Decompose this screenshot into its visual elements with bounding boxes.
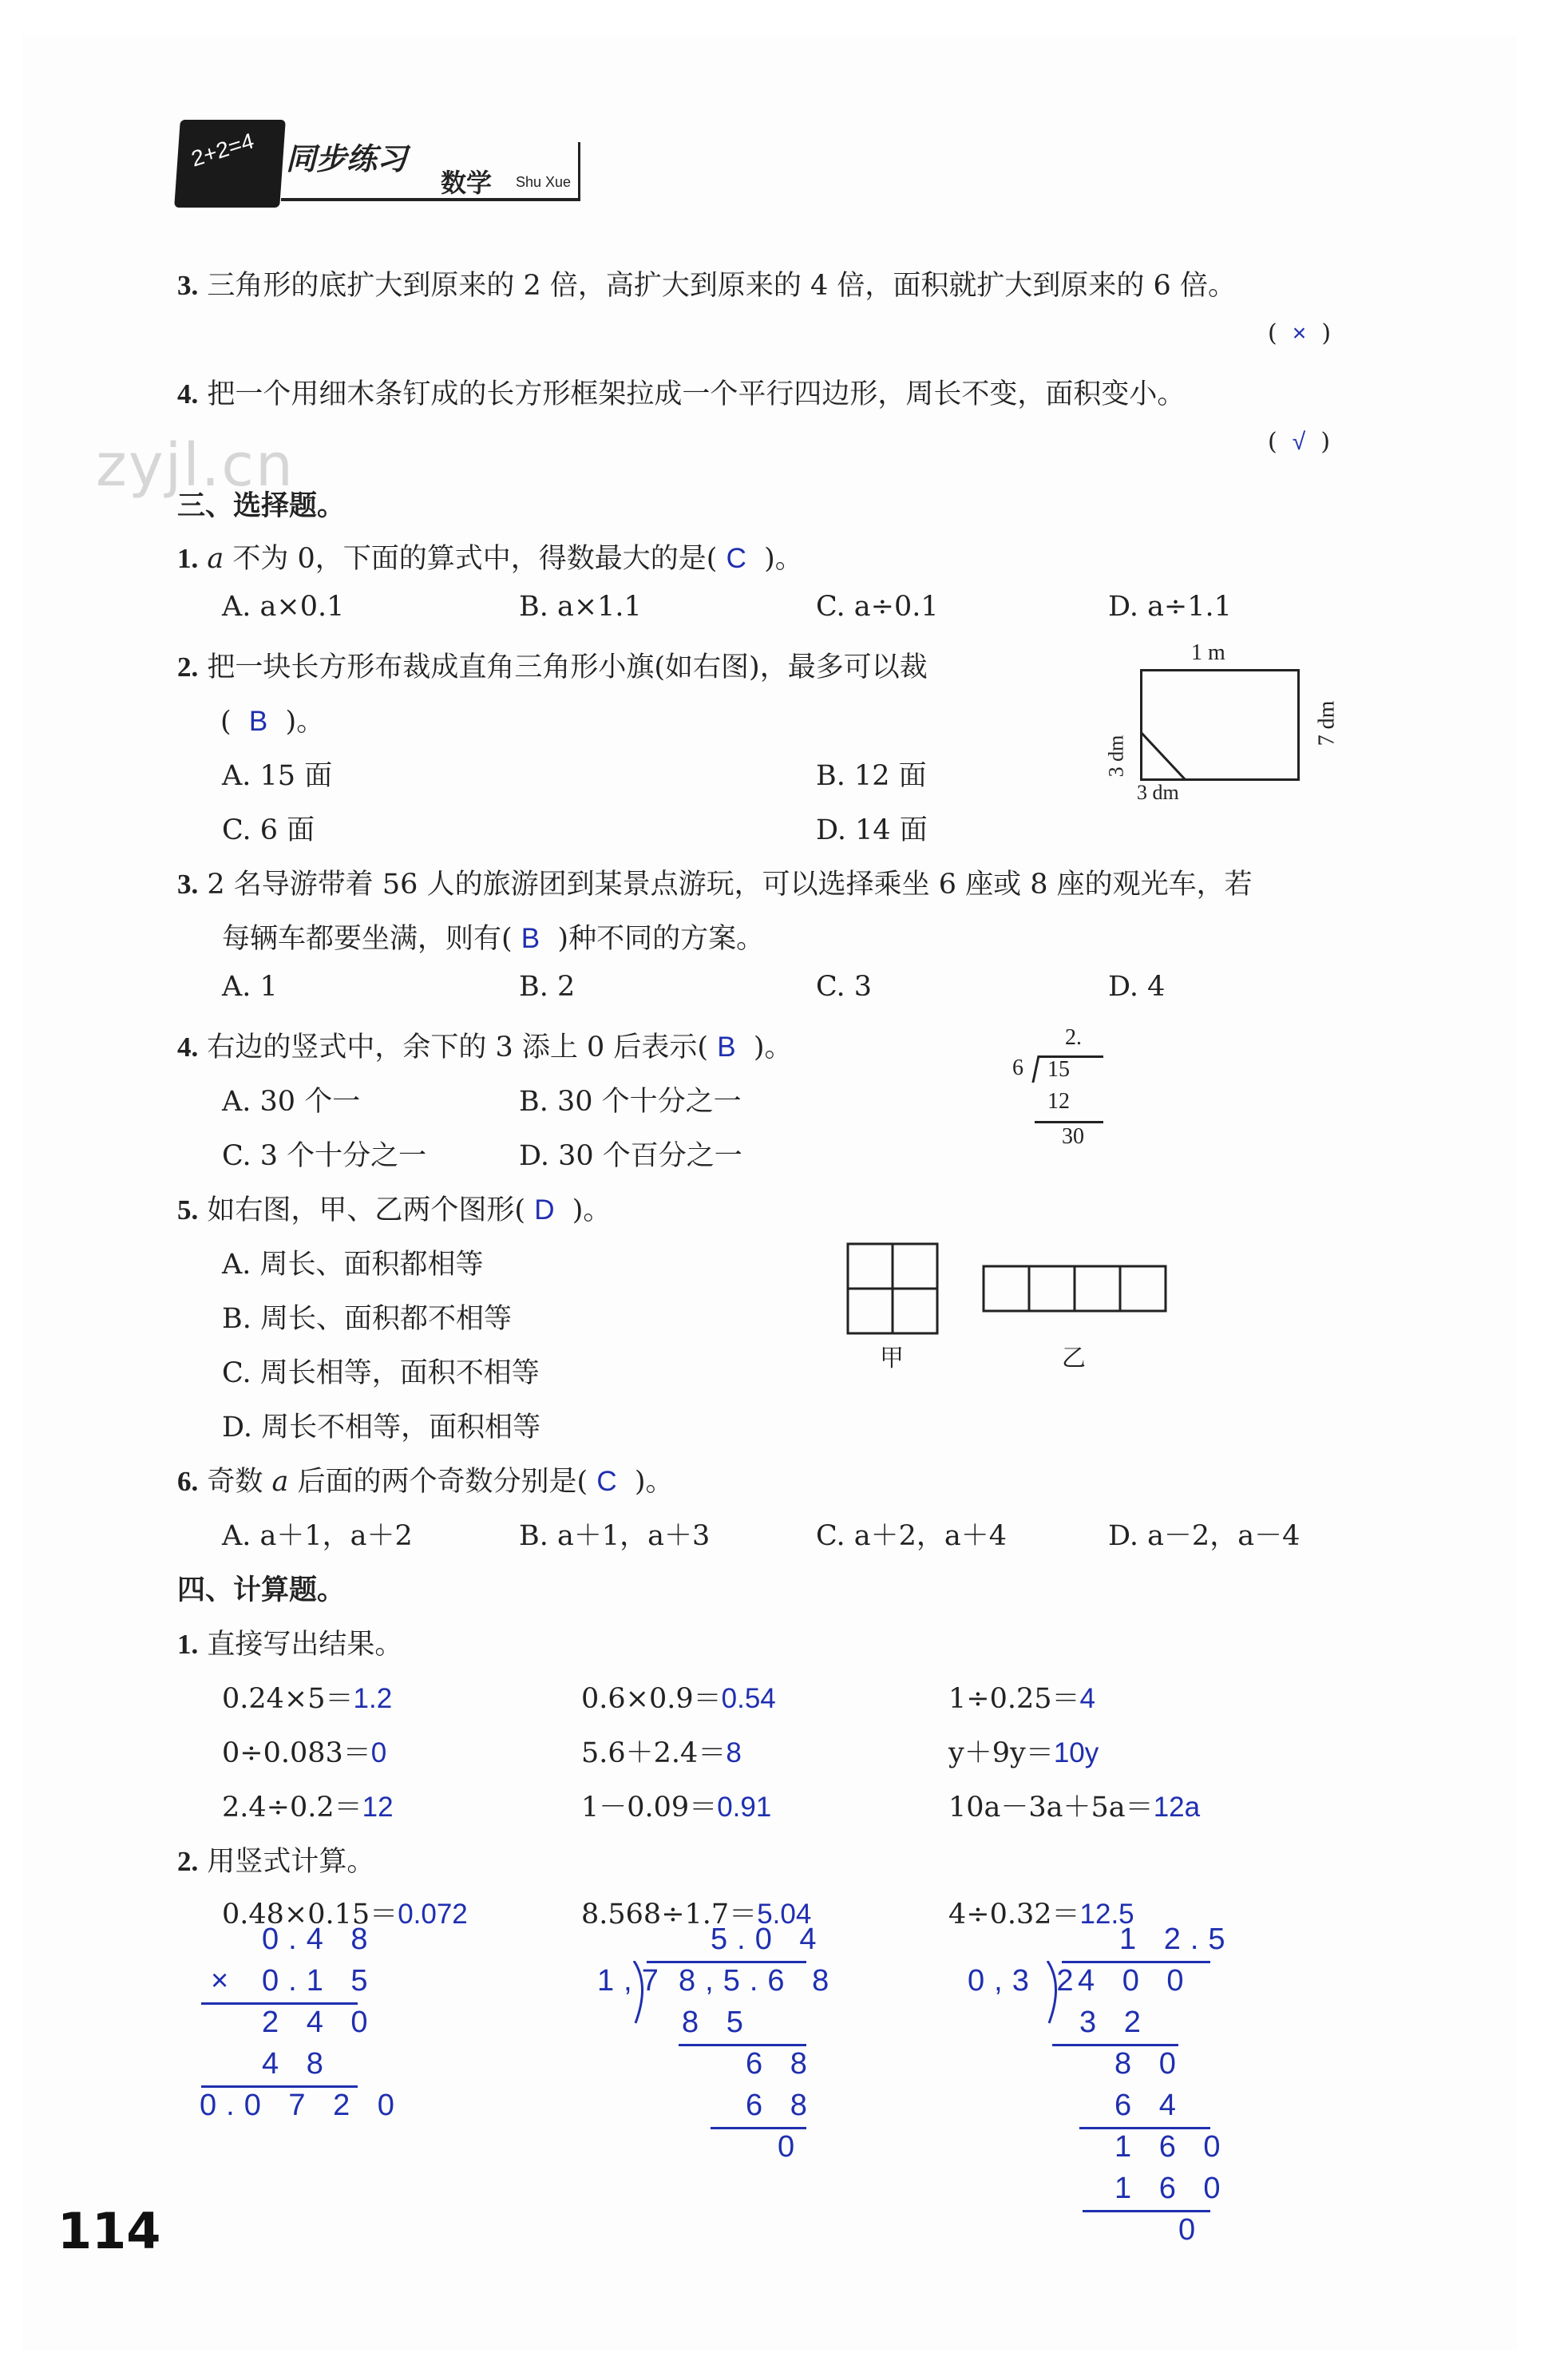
q6-option-b: B. a＋1，a＋3 bbox=[519, 1520, 711, 1552]
vertical-item-2: 8.568÷1.7＝5.04 bbox=[581, 1899, 812, 1931]
page-number: 114 bbox=[57, 2202, 161, 2260]
q2-option-d: D. 14 面 bbox=[816, 814, 928, 846]
calc-q1: 1. 直接写出结果。 bbox=[177, 1629, 403, 1661]
choice-q4: 4. 右边的竖式中，余下的 3 添上 0 后表示( B )。 bbox=[177, 1032, 793, 1063]
q6-option-d: D. a－2，a－4 bbox=[1108, 1520, 1301, 1552]
calc-item-7: 2.4÷0.2＝12 bbox=[222, 1792, 394, 1824]
figure-bottom-label: 3 dm bbox=[1137, 781, 1179, 804]
figure-top-label: 1 m bbox=[1191, 640, 1225, 665]
figure-right-label: 7 dm bbox=[1314, 700, 1340, 746]
calc-item-6: y＋9y＝10y bbox=[948, 1737, 1099, 1769]
q3-option-d: D. 4 bbox=[1108, 971, 1166, 1003]
calc-item-1: 0.24×5＝1.2 bbox=[222, 1683, 393, 1715]
header-pinyin: Shu Xue bbox=[516, 174, 572, 190]
judge-3-answer: ( × ) bbox=[1268, 319, 1332, 347]
q1-option-b: B. a×1.1 bbox=[519, 591, 642, 623]
q2-option-a: A. 15 面 bbox=[222, 760, 333, 792]
q5-option-a: A. 周长、面积都相等 bbox=[222, 1249, 484, 1281]
q1-option-a: A. a×0.1 bbox=[222, 591, 345, 623]
q4-option-c: C. 3 个十分之一 bbox=[222, 1140, 427, 1172]
calc-item-2: 0.6×0.9＝0.54 bbox=[581, 1683, 776, 1715]
header-title: 同步练习 bbox=[286, 141, 408, 176]
choice-q3-line2: 每辆车都要坐满，则有( B )种不同的方案。 bbox=[222, 923, 765, 955]
calc-item-9: 10a－3a＋5a＝12a bbox=[948, 1792, 1201, 1824]
header-subject: 数学 bbox=[441, 168, 493, 198]
vertical-item-1: 0.48×0.15＝0.072 bbox=[222, 1899, 468, 1931]
q5-option-c: C. 周长相等，面积不相等 bbox=[222, 1357, 540, 1389]
q5-option-d: D. 周长不相等，面积相等 bbox=[222, 1412, 541, 1443]
chalkboard-logo-icon: 2+2=4 bbox=[174, 120, 286, 208]
choice-q2: 2. 把一块长方形布裁成直角三角形小旗(如右图)，最多可以裁 bbox=[177, 651, 928, 683]
calc-q2: 2. 用竖式计算。 bbox=[177, 1846, 375, 1878]
q5-option-b: B. 周长、面积都不相等 bbox=[222, 1303, 512, 1335]
q4-option-b: B. 30 个十分之一 bbox=[519, 1086, 742, 1118]
choice-q1: 1. a 不为 0，下面的算式中，得数最大的是( C )。 bbox=[177, 543, 803, 575]
choice-q2-answer: ( B )。 bbox=[220, 706, 325, 738]
figure-left-label: 3 dm bbox=[1104, 735, 1128, 778]
choice-q6: 6. 奇数 a 后面的两个奇数分别是( C )。 bbox=[177, 1466, 674, 1498]
calc-item-5: 5.6＋2.4＝8 bbox=[581, 1737, 742, 1769]
q4-option-a: A. 30 个一 bbox=[222, 1086, 361, 1118]
q2-option-b: B. 12 面 bbox=[816, 760, 927, 792]
q3-option-b: B. 2 bbox=[519, 971, 576, 1003]
q1-option-d: D. a÷1.1 bbox=[1108, 591, 1232, 623]
q4-option-d: D. 30 个百分之一 bbox=[519, 1140, 742, 1172]
judge-4: 4. 把一个用细木条钉成的长方形框架拉成一个平行四边形，周长不变，面积变小。 bbox=[177, 378, 1186, 410]
q3-option-c: C. 3 bbox=[816, 971, 873, 1003]
section-3-title: 三、选择题。 bbox=[177, 490, 346, 522]
q3-option-a: A. 1 bbox=[222, 971, 278, 1003]
choice-q3: 3. 2 名导游带着 56 人的旅游团到某景点游玩，可以选择乘坐 6 座或 8 座的观光车，若 bbox=[177, 869, 1253, 901]
calc-item-4: 0÷0.083＝0 bbox=[222, 1737, 387, 1769]
label-yi: 乙 bbox=[1062, 1344, 1086, 1372]
watermark: zyjl.cn bbox=[96, 431, 295, 500]
q1-option-c: C. a÷0.1 bbox=[816, 591, 939, 623]
q6-option-a: A. a＋1，a＋2 bbox=[222, 1520, 413, 1552]
judge-4-answer: ( √ ) bbox=[1268, 428, 1331, 456]
judge-3: 3. 三角形的底扩大到原来的 2 倍，高扩大到原来的 4 倍，面积就扩大到原来的 6 倍。 bbox=[177, 270, 1236, 302]
q6-option-c: C. a＋2，a＋4 bbox=[816, 1520, 1008, 1552]
section-4-title: 四、计算题。 bbox=[177, 1574, 346, 1606]
vertical-item-3: 4÷0.32＝12.5 bbox=[948, 1899, 1134, 1931]
choice-q5: 5. 如右图，甲、乙两个图形( D )。 bbox=[177, 1194, 612, 1226]
calc-item-8: 1－0.09＝0.91 bbox=[581, 1792, 772, 1824]
q2-option-c: C. 6 面 bbox=[222, 814, 315, 846]
label-jia: 甲 bbox=[880, 1344, 904, 1372]
calc-item-3: 1÷0.25＝4 bbox=[948, 1683, 1095, 1715]
